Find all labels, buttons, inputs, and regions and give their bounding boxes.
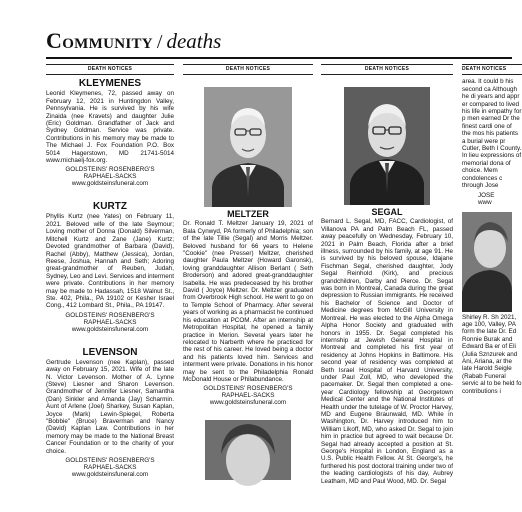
funeral-home <box>183 385 313 406</box>
funeral-home-name: RAPHAEL-SACKS <box>221 392 275 400</box>
portrait-photo <box>205 420 291 480</box>
funeral-home-url: www.goldsteinsfuneral.com <box>71 180 149 188</box>
column-4 <box>462 64 522 512</box>
notice-name: MELTZER <box>227 209 269 220</box>
column-3 <box>321 64 453 512</box>
funeral-home-name: RAPHAEL-SACKS <box>83 464 137 472</box>
notice-name: SEGAL <box>371 207 403 218</box>
funeral-home-name: GOLDSTEINS' ROSENBERG'S <box>65 311 155 319</box>
column-header: DEATH NOTICES <box>46 64 174 75</box>
masthead-separator: / <box>156 31 163 53</box>
column-header: DEATH NOTICES <box>321 64 453 75</box>
funeral-home <box>46 166 174 187</box>
column-2 <box>183 64 313 512</box>
notice-body: Gertrude Levenson (nee Kaplan), passed away on February 15, 2021. Wife of the late N. Victor Levenson. Mother of A. Lynne (Steve) Liesner and Sharon Levenson. Grandmother of Jennifer Liesner, Samantha (Dan) Sinkler and Amanda (Jay) Scharmin. Aunt of Arlene (Joel) Sharkey, Susan Kaplan, Joyce (Mark) Lewin-Spiegel, Roberta "Bobbie" (Bruce) Braverman and Nancy (David) Kaplan Law. Contributions in her memory may be made to the National Breast Cancer Foundation or to the charity of your choice. <box>46 358 174 455</box>
funeral-home-name: JOSE <box>478 191 495 199</box>
funeral-home-name: RAPHAEL-SACKS <box>83 173 137 181</box>
funeral-home-name: RAPHAEL-SACKS <box>83 318 137 326</box>
funeral-home <box>46 457 174 478</box>
portrait-photo <box>344 87 430 205</box>
funeral-home-name: GOLDSTEINS' ROSENBERG'S <box>203 385 293 393</box>
funeral-home-url: www.goldsteinsfuneral.com <box>71 471 149 479</box>
section-title: Community <box>46 28 153 53</box>
notice-body: Leonid Kleymenes, 72, passed away on February 12, 2021 in Huntingdon Valley, Pennsylvania. He is survived by his wife Zinaida (nee Kravets) and daughter Julie (Eric) Goldman. Grandfather of Jack and Sydney Goldman. Service was private. Contributions in his memory may be made to The Michael J. Fox Foundation P.O. Box 5014 Hagerstown, MD 21741-5014 www.michaelj-fox.org. <box>46 90 174 165</box>
funeral-home-url: www.goldsteinsfuneral.com <box>209 399 287 407</box>
notice-name: LEVENSON <box>82 346 138 358</box>
section-masthead <box>46 28 221 54</box>
funeral-home-name: GOLDSTEINS' ROSENBERG'S <box>65 457 155 465</box>
notice-body: Bernard L. Segal, MD, FACC, Cardiologist, of Villanova PA and Palm Beach FL, passed away peacefully on Wednesday, February 10, 2021 in Palm Beach, Florida after a brief illness, surrounded by his family, at age 91. He is survived by his beloved spouse, Idajane Fischman Segal, cherished daughter, Jody Segal Reinhold (Kirk), and precious grandchildren, Darby and Pierce. Dr. Segal was born in Montreal, Canada during the great depression to Russian immigrants. He received his Bachelor of Science and Doctor of Medicine degrees from McGill University in Montreal. He was elected to the Alpha Omega Alpha Honor Society and graduated with honors in 1955. Dr. Segal completed his internship at Jewish General Hospital in Montreal and completed his first year of residency at Johns Hopkins in Baltimore. His second year of residency was completed at Beth Israel Hospital of Harvard University, under Paul Zoll, MD, who developed the pacemaker. Dr. Segal then completed a one-year Cardiology fellowship at Georgetown Medical Center and the National Institutes of Health under the tutelage of W. Proctor Harvey, MD and Eugene Braunwald, MD. While in Washington, Dr. Harvey introduced him to William Likoff, MD, who asked Dr. Segal to join him in practice but agreed to wait because Dr. Segal had already accepted a position at St. George's Hospital in London, England as a U.S. Public Health Fellow. At St. George's, he furthered his post doctoral training under two of the leading cardiologists of his day, Aubrey Leatham, MD and Paul Wood, MD. Dr. Segal <box>321 218 453 485</box>
notice-body: Dr. Ronald T. Meltzer January 19, 2021 of Bala Cynwyd, PA formerly of Philadelphia; son of the late Tillie (Segal) and Morris Meltzer. Beloved husband for 66 years to Helene "Cookie" (nee Presser) Meltzer, cherished daughter Paula Meltzer (Howard Garonsk), loving granddaughter Allison Berlant ( Seth Broderson) and adored great-granddaughter Isabella. He was predeceased by his brother David ( Joyce) Meltzer. Dr. Meltzer graduated from Overbrook High school. He went to go on to Temple School of Pharmacy. After several years of working as a pharmacist he continued his education at PCOM. After an internship at Metropolitan Hospital, he opened a family practice in Merion. Several years later he relocated to Narberth where he practiced for the rest of his career. He loved being a doctor and his patients loved him. Services and interment were private. Donations in his honor may be sent to the Philadelphia Ronald McDonald House or Philabundance. <box>183 220 313 383</box>
masthead-rule <box>46 57 512 59</box>
notice-body: Phyllis Kurtz (nee Yates) on February 11, 2021. Beloved wife of the late Seymour; Loving mother of Donna (Donald) Silverman, Mitchell Kurtz and Zane (Jane) Kurtz; Devoted grandmother of Barbara (David), Rachel (Abby), Matthew (Jessica), Jordan, Reese, Joshua, Hannah and Seth; Adoring great-grandmother of Reuben, Judah, Sydney, Leo and Levi. Services and interment were private. Contributions in her memory may be made to Hadassah, 1518 Walnut St., Ste. 402, Phila., PA 19102 or Kesher Israel Cong., 412 Lombard St., Phila., PA 19147. <box>46 213 174 310</box>
column-header: DEATH NOTICES <box>183 64 313 75</box>
section-subtitle: deaths <box>166 29 222 53</box>
death-notice <box>46 347 174 478</box>
funeral-home <box>462 192 522 206</box>
death-notice <box>46 201 174 332</box>
funeral-home <box>46 312 174 333</box>
funeral-home-name: GOLDSTEINS' ROSENBERG'S <box>65 166 155 174</box>
notice-name: KURTZ <box>93 201 127 213</box>
death-notice <box>46 78 174 187</box>
funeral-home-url: www.goldsteinsfuneral.com <box>71 325 149 333</box>
column-header: DEATH NOTICES <box>462 64 522 75</box>
notice-name: KLEYMENES <box>78 78 142 90</box>
funeral-home-url: www <box>478 198 492 206</box>
notice-body: area. It could b his second ca Although he di years and appr er compared to lived his life in empathy for p men earned Dr the finest cardi one of the mos his patients a burial were pr Cutler, Beth I County. In lieu expressions of memorial dona of choice. Mem condolences c through Jose <box>462 78 522 190</box>
notice-body: Shirley R. Sh 2021, age 100, Valley, PA form the late Dr. Ed Ronnie Burak and Edward Ba er of Eli (Julia Sznzurek and Ani, Ariana, ar the late Harold Seigle (Rabab Funeral servic al to be held fo contributions i <box>462 313 522 395</box>
column-1 <box>46 64 174 512</box>
portrait-photo <box>462 212 512 312</box>
portrait-photo <box>204 87 292 207</box>
